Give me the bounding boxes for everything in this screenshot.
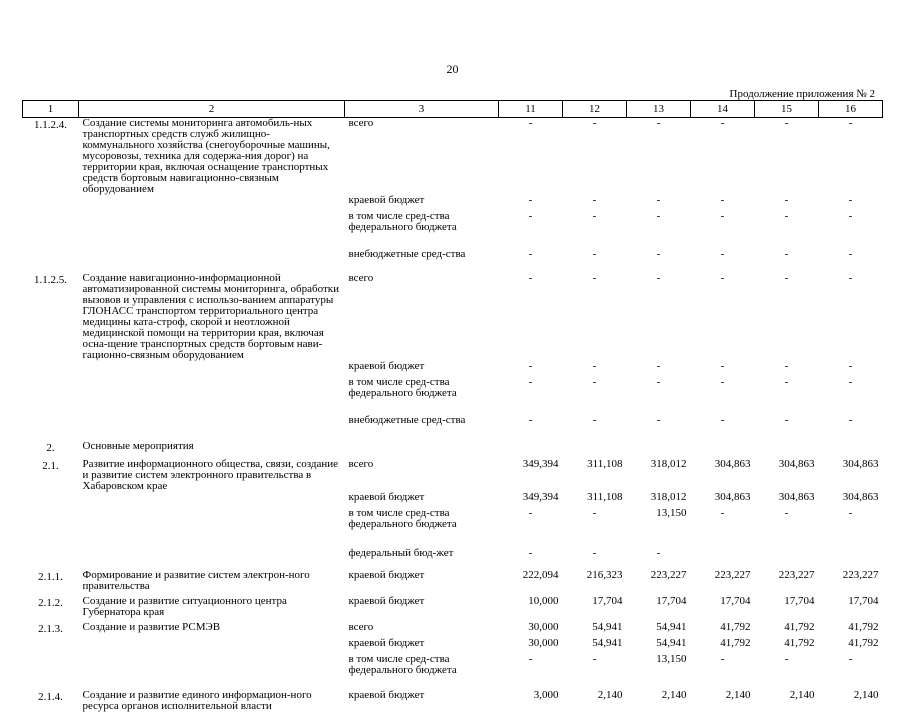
value-cell: 2,140 — [563, 690, 627, 712]
row-code: 1.1.2.5. — [23, 273, 79, 361]
value-cell: - — [755, 654, 819, 690]
value-cell: - — [499, 249, 563, 273]
value-cell: 349,394 — [499, 459, 563, 492]
value-cell: 54,941 — [627, 622, 691, 638]
row-code — [23, 548, 79, 570]
table-row — [23, 415, 883, 441]
table-row — [23, 548, 883, 570]
value-cell — [755, 548, 819, 570]
funding-source: краевой бюджет — [345, 361, 499, 377]
row-code: 2.1.3. — [23, 622, 79, 638]
row-name: Создание навигационно-информационной автоматизированной системы мониторинга, обработки вызовов и управления с использо-ванием аппаратуры ГЛОНАСС транспортом территориального центра медицины ката-строф, скорой и неотложной медицинской помощи на территории края, включая осна-щение транспортных средств бортовым нави-гационно-связным оборудованием — [79, 273, 345, 361]
value-cell: 304,863 — [755, 459, 819, 492]
funding-source — [345, 441, 499, 459]
value-cell: - — [499, 195, 563, 211]
value-cell: 318,012 — [627, 459, 691, 492]
value-cell: - — [499, 211, 563, 249]
funding-source: краевой бюджет — [345, 596, 499, 622]
column-header: 14 — [691, 101, 755, 118]
value-cell: - — [819, 361, 883, 377]
value-cell: 13,150 — [627, 508, 691, 548]
value-cell: - — [563, 195, 627, 211]
value-cell: - — [563, 118, 627, 196]
funding-source: всего — [345, 622, 499, 638]
funding-source: краевой бюджет — [345, 195, 499, 211]
value-cell — [819, 441, 883, 459]
row-name — [79, 638, 345, 654]
value-cell: 17,704 — [627, 596, 691, 622]
value-cell: - — [755, 273, 819, 361]
funding-source: краевой бюджет — [345, 570, 499, 596]
value-cell: 304,863 — [819, 459, 883, 492]
funding-source: краевой бюджет — [345, 492, 499, 508]
value-cell: 304,863 — [691, 459, 755, 492]
value-cell: - — [499, 415, 563, 441]
funding-source: в том числе сред-ства федерального бюджета — [345, 508, 499, 548]
row-name — [79, 654, 345, 690]
column-header: 13 — [627, 101, 691, 118]
row-code: 1.1.2.4. — [23, 118, 79, 196]
table-row — [23, 459, 883, 492]
row-name — [79, 211, 345, 249]
table-row — [23, 492, 883, 508]
row-name — [79, 415, 345, 441]
value-cell: 54,941 — [563, 622, 627, 638]
column-header: 11 — [499, 101, 563, 118]
value-cell: 41,792 — [819, 638, 883, 654]
value-cell: 54,941 — [563, 638, 627, 654]
value-cell: - — [563, 377, 627, 415]
continuation-label: Продолжение приложения № 2 — [730, 88, 875, 100]
table-row — [23, 441, 883, 459]
row-code — [23, 415, 79, 441]
value-cell: 41,792 — [755, 622, 819, 638]
value-cell: 318,012 — [627, 492, 691, 508]
value-cell — [627, 441, 691, 459]
row-name: Основные мероприятия — [79, 441, 345, 459]
value-cell: 41,792 — [691, 638, 755, 654]
row-code: 2.1.1. — [23, 570, 79, 596]
table-row — [23, 508, 883, 548]
value-cell: - — [563, 654, 627, 690]
value-cell: - — [755, 118, 819, 196]
funding-source: краевой бюджет — [345, 638, 499, 654]
value-cell: 222,094 — [499, 570, 563, 596]
value-cell: - — [819, 273, 883, 361]
table-row — [23, 377, 883, 415]
value-cell: - — [691, 118, 755, 196]
value-cell: - — [499, 273, 563, 361]
value-cell — [563, 441, 627, 459]
row-code — [23, 361, 79, 377]
value-cell: 41,792 — [819, 622, 883, 638]
value-cell: - — [499, 654, 563, 690]
table-row — [23, 361, 883, 377]
value-cell: 17,704 — [691, 596, 755, 622]
row-code: 2.1.2. — [23, 596, 79, 622]
value-cell: - — [819, 211, 883, 249]
table-row — [23, 570, 883, 596]
row-code — [23, 249, 79, 273]
value-cell: - — [563, 273, 627, 361]
row-name — [79, 492, 345, 508]
column-header: 16 — [819, 101, 883, 118]
value-cell: - — [627, 548, 691, 570]
funding-source: всего — [345, 273, 499, 361]
table-row — [23, 690, 883, 712]
table-row — [23, 638, 883, 654]
table-row — [23, 211, 883, 249]
value-cell — [499, 441, 563, 459]
value-cell: - — [755, 361, 819, 377]
row-code: 2. — [23, 441, 79, 459]
row-name — [79, 377, 345, 415]
value-cell — [819, 548, 883, 570]
value-cell: - — [691, 654, 755, 690]
value-cell: - — [819, 195, 883, 211]
value-cell: 54,941 — [627, 638, 691, 654]
table-row — [23, 273, 883, 361]
column-header: 2 — [79, 101, 345, 118]
value-cell: 2,140 — [819, 690, 883, 712]
row-name: Создание и развитие РСМЭВ — [79, 622, 345, 638]
column-header: 1 — [23, 101, 79, 118]
value-cell: 216,323 — [563, 570, 627, 596]
row-name — [79, 548, 345, 570]
table-body — [23, 118, 883, 712]
value-cell: - — [563, 211, 627, 249]
value-cell: - — [819, 508, 883, 548]
value-cell: 311,108 — [563, 459, 627, 492]
table-row — [23, 118, 883, 196]
value-cell: - — [563, 548, 627, 570]
value-cell: 3,000 — [499, 690, 563, 712]
row-code: 2.1.4. — [23, 690, 79, 712]
funding-source: всего — [345, 459, 499, 492]
value-cell: - — [691, 377, 755, 415]
value-cell: - — [819, 118, 883, 196]
value-cell: 30,000 — [499, 638, 563, 654]
value-cell: - — [499, 361, 563, 377]
value-cell: 304,863 — [755, 492, 819, 508]
row-name: Создание и развитие единого информацион-ного ресурса органов исполнительной власти — [79, 690, 345, 712]
value-cell: - — [691, 249, 755, 273]
value-cell: 41,792 — [755, 638, 819, 654]
value-cell: 17,704 — [819, 596, 883, 622]
value-cell: 2,140 — [755, 690, 819, 712]
row-code — [23, 508, 79, 548]
value-cell: - — [755, 508, 819, 548]
value-cell: 13,150 — [627, 654, 691, 690]
value-cell: 10,000 — [499, 596, 563, 622]
value-cell: - — [499, 377, 563, 415]
value-cell: 304,863 — [819, 492, 883, 508]
value-cell: - — [755, 195, 819, 211]
value-cell: - — [627, 273, 691, 361]
value-cell: 223,227 — [691, 570, 755, 596]
value-cell: - — [499, 118, 563, 196]
column-header: 15 — [755, 101, 819, 118]
value-cell: - — [691, 361, 755, 377]
value-cell: - — [819, 654, 883, 690]
table-row — [23, 622, 883, 638]
value-cell: 2,140 — [691, 690, 755, 712]
budget-table — [22, 100, 883, 712]
value-cell: - — [563, 415, 627, 441]
value-cell: - — [627, 211, 691, 249]
value-cell: 17,704 — [755, 596, 819, 622]
value-cell: 304,863 — [691, 492, 755, 508]
funding-source: федеральный бюд-жет — [345, 548, 499, 570]
value-cell: - — [627, 118, 691, 196]
value-cell: 30,000 — [499, 622, 563, 638]
funding-source: в том числе сред-ства федерального бюджета — [345, 654, 499, 690]
value-cell: 223,227 — [819, 570, 883, 596]
value-cell — [691, 548, 755, 570]
value-cell: - — [691, 211, 755, 249]
value-cell: - — [819, 377, 883, 415]
row-name — [79, 508, 345, 548]
row-name: Создание системы мониторинга автомобиль-ных транспортных средств служб жилищно-коммунального хозяйства (снегоуборочные машины, мусоровозы, техника для содержа-ния дорог) на территории края, включая оснащение транспортных средств бортовым навигационно-связным оборудованием — [79, 118, 345, 196]
row-code — [23, 492, 79, 508]
value-cell: 17,704 — [563, 596, 627, 622]
funding-source: в том числе сред-ства федерального бюджета — [345, 211, 499, 249]
row-code — [23, 377, 79, 415]
row-name — [79, 249, 345, 273]
row-code — [23, 638, 79, 654]
value-cell: - — [755, 415, 819, 441]
value-cell: - — [819, 249, 883, 273]
value-cell: - — [819, 415, 883, 441]
funding-source: внебюджетные сред-ства — [345, 415, 499, 441]
value-cell: - — [691, 195, 755, 211]
value-cell — [691, 441, 755, 459]
funding-source: в том числе сред-ства федерального бюджета — [345, 377, 499, 415]
value-cell: - — [755, 249, 819, 273]
table-row — [23, 195, 883, 211]
table-row — [23, 654, 883, 690]
value-cell: - — [627, 195, 691, 211]
value-cell: - — [563, 249, 627, 273]
row-name: Создание и развитие ситуационного центра Губернатора края — [79, 596, 345, 622]
value-cell: - — [691, 508, 755, 548]
table-row — [23, 596, 883, 622]
value-cell: - — [691, 273, 755, 361]
funding-source: всего — [345, 118, 499, 196]
value-cell: - — [563, 361, 627, 377]
value-cell: 2,140 — [627, 690, 691, 712]
column-header: 3 — [345, 101, 499, 118]
value-cell: - — [755, 211, 819, 249]
row-code — [23, 195, 79, 211]
header-row — [23, 101, 883, 118]
row-name — [79, 195, 345, 211]
value-cell: - — [499, 548, 563, 570]
value-cell: 311,108 — [563, 492, 627, 508]
row-name — [79, 361, 345, 377]
row-code — [23, 654, 79, 690]
value-cell: - — [755, 377, 819, 415]
row-name: Развитие информационного общества, связи, создание и развитие систем электронного правительства в Хабаровском крае — [79, 459, 345, 492]
row-code: 2.1. — [23, 459, 79, 492]
value-cell: - — [627, 415, 691, 441]
value-cell: - — [627, 249, 691, 273]
value-cell: - — [499, 508, 563, 548]
page-number: 20 — [0, 62, 905, 77]
value-cell: - — [627, 361, 691, 377]
value-cell: - — [563, 508, 627, 548]
value-cell: 41,792 — [691, 622, 755, 638]
row-code — [23, 211, 79, 249]
value-cell: - — [627, 377, 691, 415]
funding-source: краевой бюджет — [345, 690, 499, 712]
value-cell: 223,227 — [755, 570, 819, 596]
table-row — [23, 249, 883, 273]
value-cell — [755, 441, 819, 459]
value-cell: - — [691, 415, 755, 441]
funding-source: внебюджетные сред-ства — [345, 249, 499, 273]
row-name: Формирование и развитие систем электрон-ного правительства — [79, 570, 345, 596]
column-header: 12 — [563, 101, 627, 118]
value-cell: 223,227 — [627, 570, 691, 596]
value-cell: 349,394 — [499, 492, 563, 508]
